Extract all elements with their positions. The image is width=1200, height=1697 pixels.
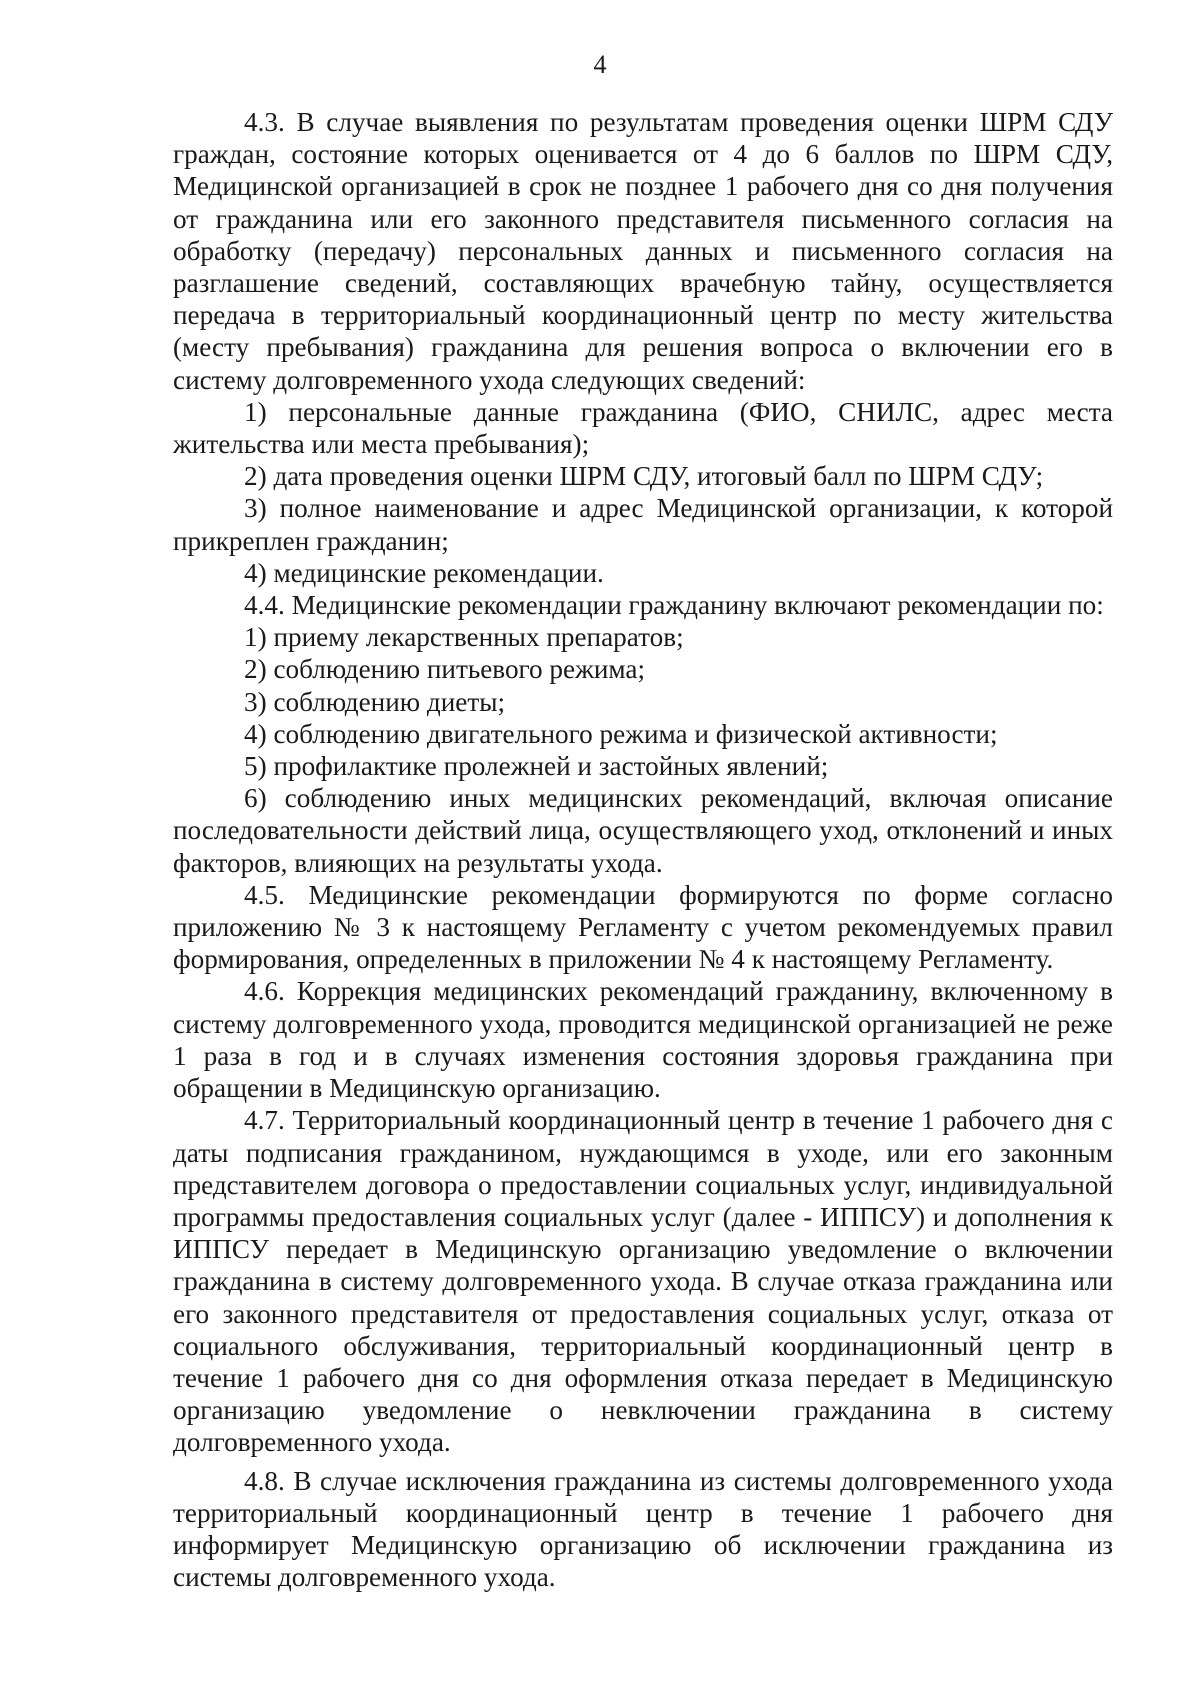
- list-item-4-4-1: 1) приему лекарственных препаратов;: [244, 622, 684, 653]
- paragraph-4-8: 4.8. В случае исключения гражданина из системы долговременного ухода территориальный координационный центр в течение 1 рабочего дня информирует Медицинскую организацию об исключении гражданина из системы долговременного ухода.: [173, 1465, 1113, 1593]
- list-item-4-3-3: 3) полное наименование и адрес Медицинской организации, к которой прикреплен гражданин;: [173, 493, 1113, 556]
- paragraph-4-4: 4.4. Медицинские рекомендации гражданину включают рекомендации по:: [244, 590, 1104, 621]
- paragraph-4-5: 4.5. Медицинские рекомендации формируются по форме согласно приложению № 3 к настоящему Регламенту с учетом рекомендуемых правил формирования, определенных в приложении № 4 к настоящему Регламенту.: [173, 879, 1113, 975]
- paragraph-4-7: 4.7. Территориальный координационный центр в течение 1 рабочего дня с даты подписания гражданином, нуждающимся в уходе, или его законным представителем договора о предоставлении социальных услуг, индивидуальной программы предоставления социальных услуг (далее - ИППСУ) и дополнения к ИППСУ передает в Медицинскую организацию уведомление о включении гражданина в систему долговременного ухода. В случае отказа гражданина или его законного представителя от предоставления социальных услуг, отказа от социального обслуживания, территориальный координационный центр в течение 1 рабочего дня со дня оформления отказа передает в Медицинскую организацию уведомление о невключении гражданина в систему долговременного ухода.: [173, 1105, 1113, 1458]
- list-item-4-4-6: 6) соблюдению иных медицинских рекомендаций, включая описание последовательности действий лица, осуществляющего уход, отклонений и иных факторов, влияющих на результаты ухода.: [173, 783, 1113, 878]
- list-item-4-4-3: 3) соблюдению диеты;: [244, 686, 506, 717]
- list-item-4-3-4: 4) медицинские рекомендации.: [244, 557, 604, 588]
- paragraph-4-3: 4.3. В случае выявления по результатам проведения оценки ШРМ СДУ граждан, состояние которых оценивается от 4 до 6 баллов по ШРМ СДУ, Медицинской организацией в срок не позднее 1 рабочего дня со дня получения от гражданина или его законного представителя письменного согласия на обработку (передачу) персональных данных и письменного согласия на разглашение сведений, составляющих врачебную тайну, осуществляется передача в территориальный координационный центр по месту жительства (месту пребывания) гражданина для решения вопроса о включении его в систему долговременного ухода следующих сведений:: [173, 107, 1113, 395]
- list-item-4-3-1: 1) персональные данные гражданина (ФИО, СНИЛС, адрес места жительства или места пребывания);: [173, 396, 1113, 460]
- list-item-4-4-4: 4) соблюдению двигательного режима и физической активности;: [244, 718, 998, 749]
- list-item-4-4-2: 2) соблюдению питьевого режима;: [244, 654, 646, 685]
- document-body: [173, 106, 1113, 1593]
- list-item-4-3-2: 2) дата проведения оценки ШРМ СДУ, итоговый балл по ШРМ СДУ;: [244, 461, 1044, 492]
- page-number: 4: [593, 50, 607, 79]
- paragraph-4-6: 4.6. Коррекция медицинских рекомендаций гражданину, включенному в систему долговременного ухода, проводится медицинской организацией не реже 1 раза в год и в случаях изменения состояния здоровья гражданина при обращении в Медицинскую организацию.: [173, 976, 1113, 1104]
- list-item-4-4-5: 5) профилактике пролежней и застойных явлений;: [244, 751, 829, 782]
